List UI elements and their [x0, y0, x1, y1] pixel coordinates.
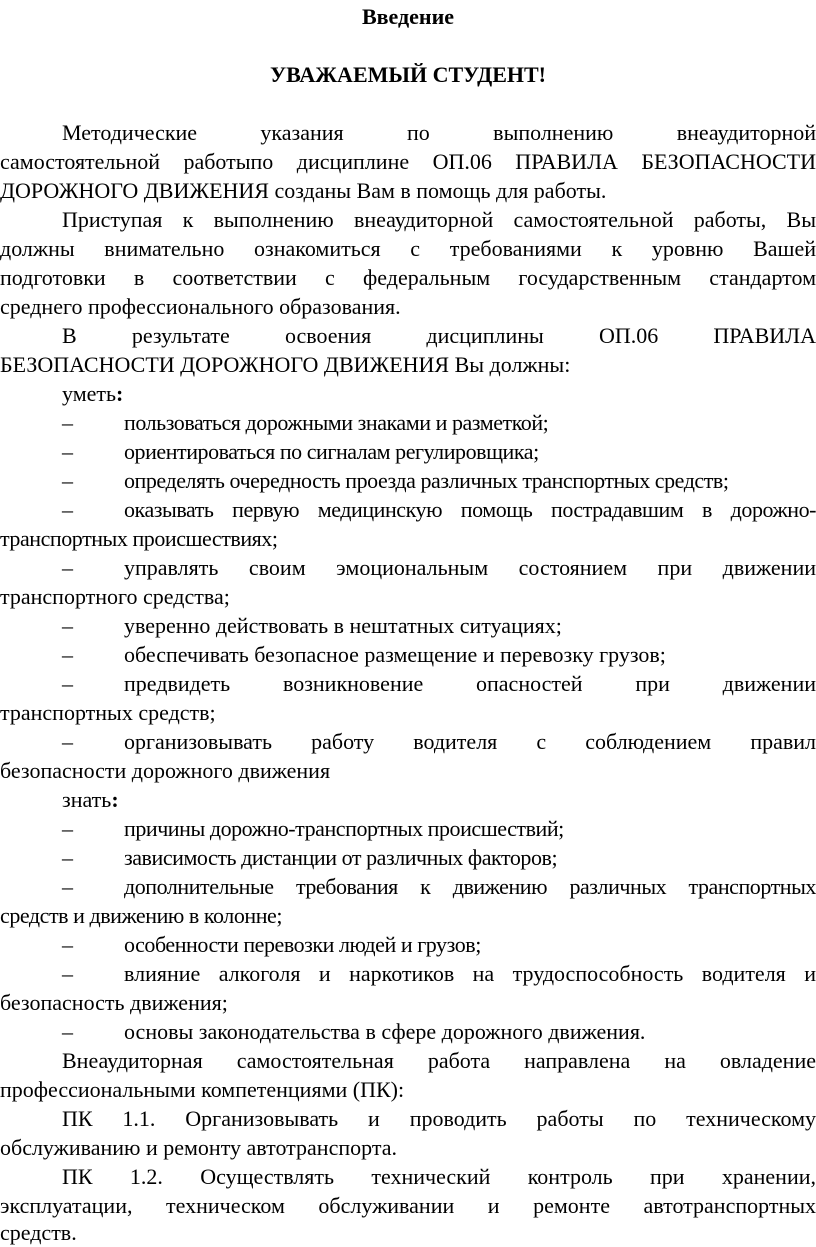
- list-item: [0, 814, 816, 843]
- list-dash: –: [62, 671, 73, 696]
- list-item-continuation: безопасности дорожного движения: [0, 758, 331, 783]
- pk-1-1-line-1: ПК 1.1. Организовывать и проводить работы по техническому: [62, 1106, 816, 1131]
- list-dash: –: [62, 468, 73, 493]
- list-item: [0, 843, 816, 872]
- list-item-text: основы законодательства в сфере дорожного движения.: [124, 1019, 646, 1044]
- list-item-text: зависимость дистанции от различных факторов;: [124, 845, 558, 870]
- list-item-text: предвидеть возникновение опасностей при движении: [124, 671, 816, 696]
- list-item-text: особенности перевозки людей и грузов;: [124, 932, 481, 957]
- approach-line-4: среднего профессионального образования.: [0, 294, 401, 319]
- intro-line-2: самостоятельной работыпо дисциплине ОП.06 ПРАВИЛА БЕЗОПАСНОСТИ: [0, 149, 816, 174]
- list-item-continuation: транспортных происшествиях;: [0, 526, 278, 551]
- list-item-text: ориентироваться по сигналам регулировщика;: [124, 439, 539, 464]
- list-item-text: уверенно действовать в нештатных ситуациях;: [124, 613, 562, 638]
- list-item: [0, 611, 816, 640]
- list-dash: –: [62, 961, 73, 986]
- list-item-text: влияние алкоголя и наркотиков на трудоспособность водителя и: [124, 961, 816, 986]
- approach-line-1: Приступая к выполнению внеаудиторной самостоятельной работы, Вы: [62, 207, 816, 232]
- list-item: [0, 640, 816, 669]
- knowledge-label-text: знать: [62, 787, 112, 812]
- list-item: [0, 930, 816, 959]
- list-item: [0, 872, 816, 901]
- page-heading: Введение: [361, 4, 455, 29]
- list-dash: –: [62, 845, 73, 870]
- list-item-text: дополнительные требования к движению различных транспортных: [124, 874, 816, 899]
- list-item: [0, 669, 816, 698]
- list-item: [0, 466, 816, 495]
- approach-line-3: подготовки в соответствии с федеральным государственным стандартом: [0, 265, 816, 290]
- knowledge-label: [0, 785, 816, 814]
- intro-line-1: Методические указания по выполнению внеаудиторной: [62, 120, 816, 145]
- list-item-text: оказывать первую медицинскую помощь пострадавшим в дорожно-: [124, 497, 816, 522]
- list-item-text: причины дорожно-транспортных происшествий;: [124, 816, 564, 841]
- result-line-2: БЕЗОПАСНОСТИ ДОРОЖНОГО ДВИЖЕНИЯ Вы должны:: [0, 352, 571, 377]
- pk-1-1-line-2: обслуживанию и ремонту автотранспорта.: [0, 1135, 397, 1160]
- list-dash: –: [62, 874, 73, 899]
- result-line-1: В результате освоения дисциплины ОП.06 ПРАВИЛА: [62, 323, 816, 348]
- list-dash: –: [62, 816, 73, 841]
- pk-1-2-line-3: средств.: [0, 1220, 77, 1245]
- list-item-text: обеспечивать безопасное размещение и перевозку грузов;: [124, 642, 666, 667]
- intro-line-3: ДОРОЖНОГО ДВИЖЕНИЯ созданы Вам в помощь для работы.: [0, 178, 607, 203]
- skills-label-colon: :: [116, 381, 124, 406]
- approach-line-2: должны внимательно ознакомиться с требованиями к уровню Вашей: [0, 236, 816, 261]
- list-item-text: управлять своим эмоциональным состоянием при движении: [124, 555, 816, 580]
- list-dash: –: [62, 729, 73, 754]
- list-dash: –: [62, 497, 73, 522]
- list-item: [0, 553, 816, 582]
- knowledge-label-colon: :: [111, 787, 119, 812]
- skills-label: [0, 379, 816, 408]
- greeting: УВАЖАЕМЫЙ СТУДЕНТ!: [269, 62, 547, 87]
- list-item: [0, 1017, 816, 1046]
- competencies-line-2: профессиональными компетенциями (ПК):: [0, 1077, 405, 1102]
- list-dash: –: [62, 932, 73, 957]
- list-item-continuation: транспортных средств;: [0, 700, 216, 725]
- list-dash: –: [62, 642, 73, 667]
- list-dash: –: [62, 613, 73, 638]
- list-item: [0, 495, 816, 524]
- list-dash: –: [62, 439, 73, 464]
- list-dash: –: [62, 410, 73, 435]
- pk-1-2-line-1: ПК 1.2. Осуществлять технический контроль при хранении,: [62, 1164, 816, 1189]
- pk-1-2-line-2: эксплуатации, техническом обслуживании и ремонте автотранспортных: [0, 1193, 816, 1218]
- list-item-continuation: транспортного средства;: [0, 584, 230, 609]
- list-item: [0, 959, 816, 988]
- list-item: [0, 408, 816, 437]
- list-item: [0, 727, 816, 756]
- list-dash: –: [62, 1019, 73, 1044]
- list-item-text: пользоваться дорожными знаками и разметкой;: [124, 410, 549, 435]
- list-item-text: определять очередность проезда различных транспортных средств;: [124, 468, 729, 493]
- list-item-continuation: средств и движению в колонне;: [0, 903, 283, 928]
- skills-label-text: уметь: [62, 381, 117, 406]
- list-dash: –: [62, 555, 73, 580]
- list-item-text: организовывать работу водителя с соблюдением правил: [124, 729, 816, 754]
- list-item-continuation: безопасность движения;: [0, 990, 228, 1015]
- list-item: [0, 437, 816, 466]
- competencies-line-1: Внеаудиторная самостоятельная работа направлена на овладение: [62, 1048, 816, 1073]
